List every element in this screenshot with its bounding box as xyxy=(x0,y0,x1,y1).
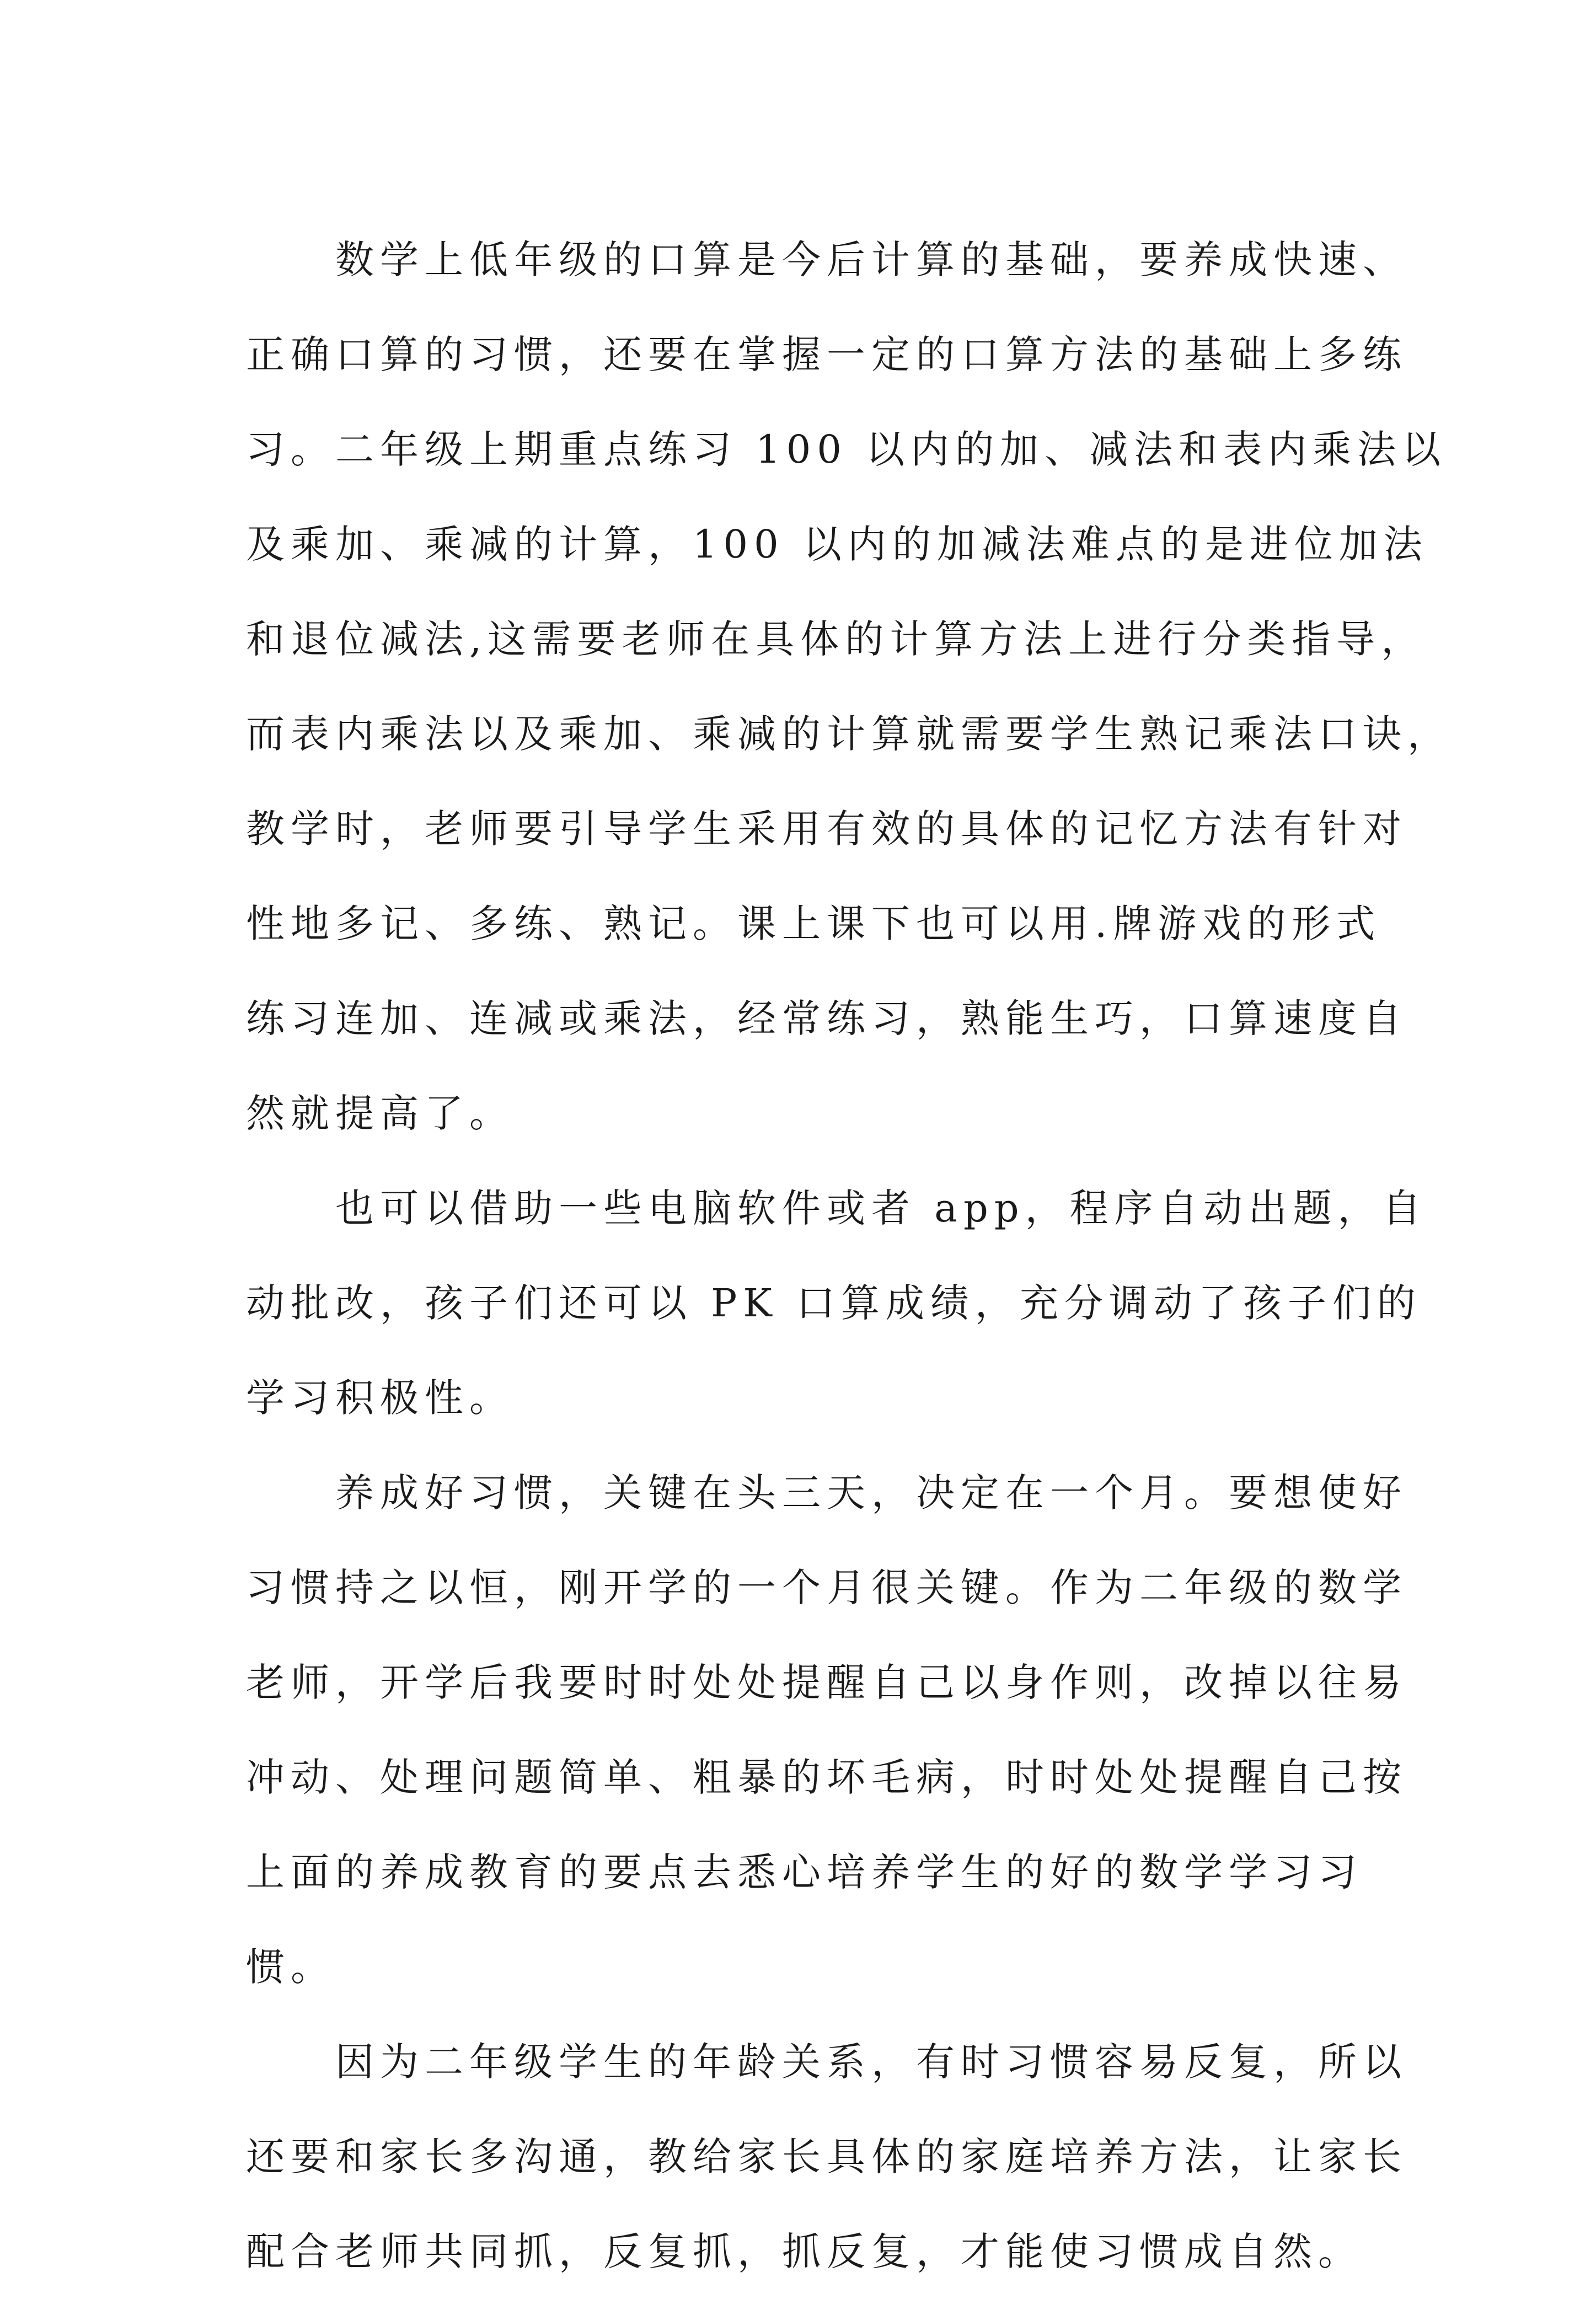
text-line: 及乘加、乘减的计算，100 以内的加减法难点的是进位加法 xyxy=(246,522,1428,567)
text-line: 上面的养成教育的要点去悉心培养学生的好的数学学习习 xyxy=(246,1850,1363,1895)
text-line: 而表内乘法以及乘加、乘减的计算就需要学生熟记乘法口诀， xyxy=(246,711,1452,757)
text-line: 和退位减法,这需要老师在具体的计算方法上进行分类指导， xyxy=(246,617,1426,662)
text-line: 冲动、处理问题简单、粗暴的坏毛病，时时处处提醒自己按 xyxy=(246,1755,1407,1800)
text-line: 性地多记、多练、熟记。课上课下也可以用.牌游戏的形式 xyxy=(246,901,1381,946)
text-line: 惯。 xyxy=(246,1944,335,1990)
text-line: 正确口算的习惯，还要在掌握一定的口算方法的基础上多练 xyxy=(246,332,1407,377)
paragraph-good-habits xyxy=(246,1445,1407,2014)
text-line: 学习积极性。 xyxy=(246,1375,514,1421)
text-line: 习。二年级上期重点练习 100 以内的加、减法和表内乘法以 xyxy=(246,427,1447,472)
text-line: 然就提高了。 xyxy=(246,1091,514,1136)
text-line: 也可以借助一些电脑软件或者 app，程序自动出题，自 xyxy=(335,1186,1427,1231)
paragraph-oral-calculation xyxy=(246,212,1452,1161)
text-line: 习惯持之以恒，刚开学的一个月很关键。作为二年级的数学 xyxy=(246,1565,1407,1610)
text-line: 动批改，孩子们还可以 PK 口算成绩，充分调动了孩子们的 xyxy=(246,1280,1422,1326)
text-line: 数学上低年级的口算是今后计算的基础，要养成快速、 xyxy=(335,237,1407,282)
text-line: 练习连加、连减或乘法，经常练习，熟能生巧，口算速度自 xyxy=(246,996,1407,1041)
body-text xyxy=(246,212,1452,2299)
text-line: 配合老师共同抓，反复抓，抓反复，才能使习惯成自然。 xyxy=(246,2229,1363,2274)
paragraph-software-app xyxy=(246,1161,1427,1445)
text-line: 教学时，老师要引导学生采用有效的具体的记忆方法有针对 xyxy=(246,806,1407,851)
text-line: 因为二年级学生的年龄关系，有时习惯容易反复，所以 xyxy=(335,2039,1407,2084)
text-line: 养成好习惯，关键在头三天，决定在一个月。要想使好 xyxy=(335,1470,1407,1515)
text-line: 老师，开学后我要时时处处提醒自己以身作则，改掉以往易 xyxy=(246,1660,1407,1705)
text-line: 还要和家长多沟通，教给家长具体的家庭培养方法，让家长 xyxy=(246,2134,1407,2179)
paragraph-parent-communication xyxy=(246,2014,1407,2299)
